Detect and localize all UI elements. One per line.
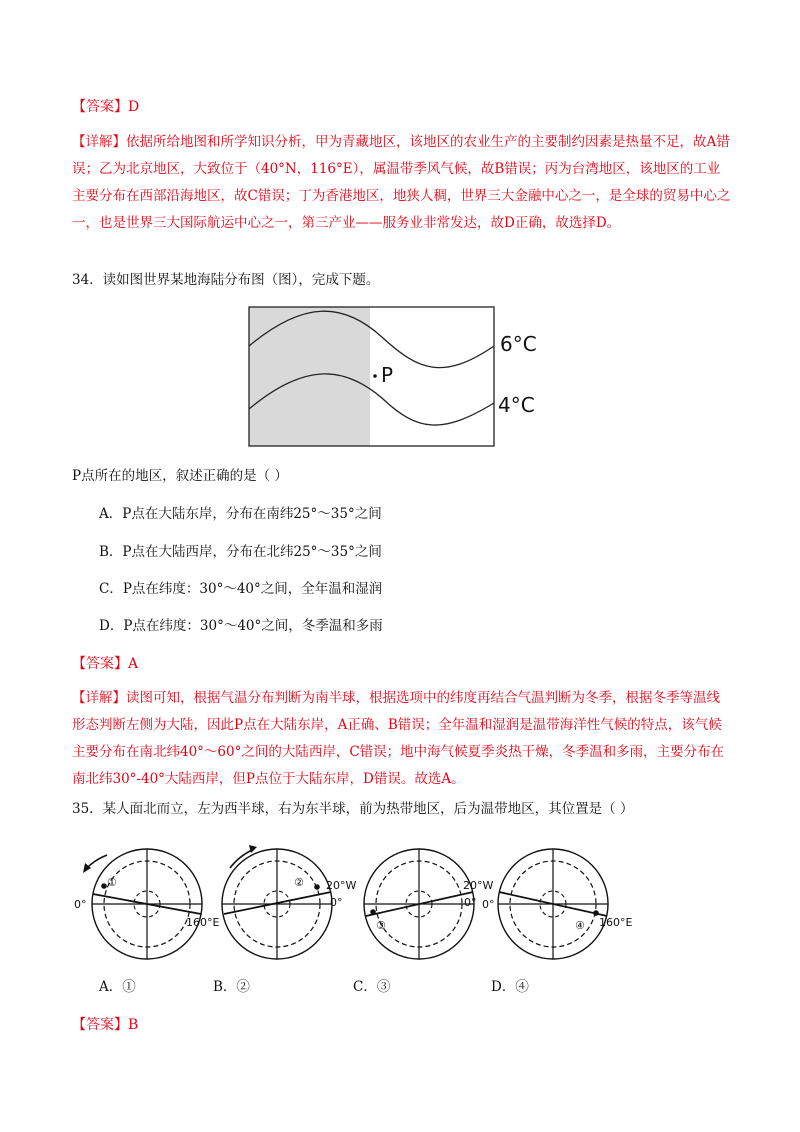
- option-a-q34: A．P点在大陆东岸，分布在南纬25°～35°之间: [99, 506, 382, 522]
- svg-text:④: ④: [575, 919, 585, 932]
- svg-text:0°: 0°: [464, 896, 477, 909]
- answer-label-q35: 【答案】B: [72, 1017, 139, 1033]
- question-34-text: P点所在的地区，叙述正确的是（ ）: [72, 468, 288, 484]
- answer-label-q33: 【答案】D: [72, 99, 140, 115]
- svg-text:0°: 0°: [482, 898, 495, 911]
- polar-diagram-1: [72, 836, 222, 961]
- question-35-stem: 35．某人面北而立，左为西半球，右为东半球，前为热带地区，后为温带地区，其位置是（ ）: [72, 801, 634, 817]
- svg-text:20°W: 20°W: [463, 879, 494, 892]
- sea-land-figure: [248, 306, 548, 448]
- option-a-q35: A．①: [99, 979, 136, 995]
- svg-text:②: ②: [294, 876, 304, 889]
- svg-text:20°W: 20°W: [326, 879, 357, 892]
- option-c-q34: C．P点在纬度：30°～40°之间，全年温和湿润: [99, 581, 383, 597]
- point-p-label: P: [381, 363, 394, 387]
- polar-diagram-2: [214, 836, 364, 961]
- option-d-q34: D．P点在纬度：30°～40°之间，冬季温和多雨: [99, 618, 383, 634]
- polar-diagram-4: [478, 836, 648, 961]
- svg-text:①: ①: [107, 876, 117, 889]
- answer-label-q34: 【答案】A: [72, 656, 139, 672]
- option-b-q34: B．P点在大陆西岸，分布在北纬25°～35°之间: [99, 544, 382, 560]
- detail-q34: 【详解】读图可知，根据气温分布判断为南半球，根据选项中的纬度再结合气温判断为冬季，根据冬季等温线形态判断左侧为大陆，因此P点在大陆东岸，A正确、B错误；全年温和湿润是温带海洋性气候的特点，该气候主要分布在南北纬40°～60°之间的大陆西岸，C错误；地中海气候夏季炎热干燥，冬季温和多雨，主要分布在南北纬30°-40°大陆西岸，但P点位于大陆东岸，D错误。故选A。: [72, 690, 725, 787]
- svg-text:0°: 0°: [330, 896, 343, 909]
- svg-text:③: ③: [376, 919, 386, 932]
- detail-q33: 【详解】依据所给地图和所学知识分析，甲为青藏地区，该地区的农业生产的主要制约因素是热量不足，故A错误；乙为北京地区，大致位于（40°N，116°E），属温带季风气候，故B错误；丙为台湾地区，该地区的工业主要分布在西部沿海地区，故C错误；丁为香港地区，地狭人稠，世界三大金融中心之一，是全球的贸易中心之一，也是世界三大国际航运中心之一，第三产业——服务业非常发达，故D正确，故选择D。: [72, 134, 731, 231]
- isotherm-label-4c: 4°C: [498, 393, 535, 417]
- isotherm-label-6c: 6°C: [500, 332, 537, 356]
- question-34-stem: 34．读如图世界某地海陆分布图（图），完成下题。: [72, 272, 380, 288]
- option-d-q35: D．④: [491, 979, 529, 995]
- svg-text:160°E: 160°E: [599, 916, 633, 929]
- land-area: [249, 307, 370, 446]
- svg-text:0°: 0°: [74, 898, 87, 911]
- point-p-dot: [373, 374, 377, 378]
- svg-text:160°E: 160°E: [186, 916, 220, 929]
- option-c-q35: C．③: [353, 979, 391, 995]
- option-b-q35: B．②: [213, 979, 250, 995]
